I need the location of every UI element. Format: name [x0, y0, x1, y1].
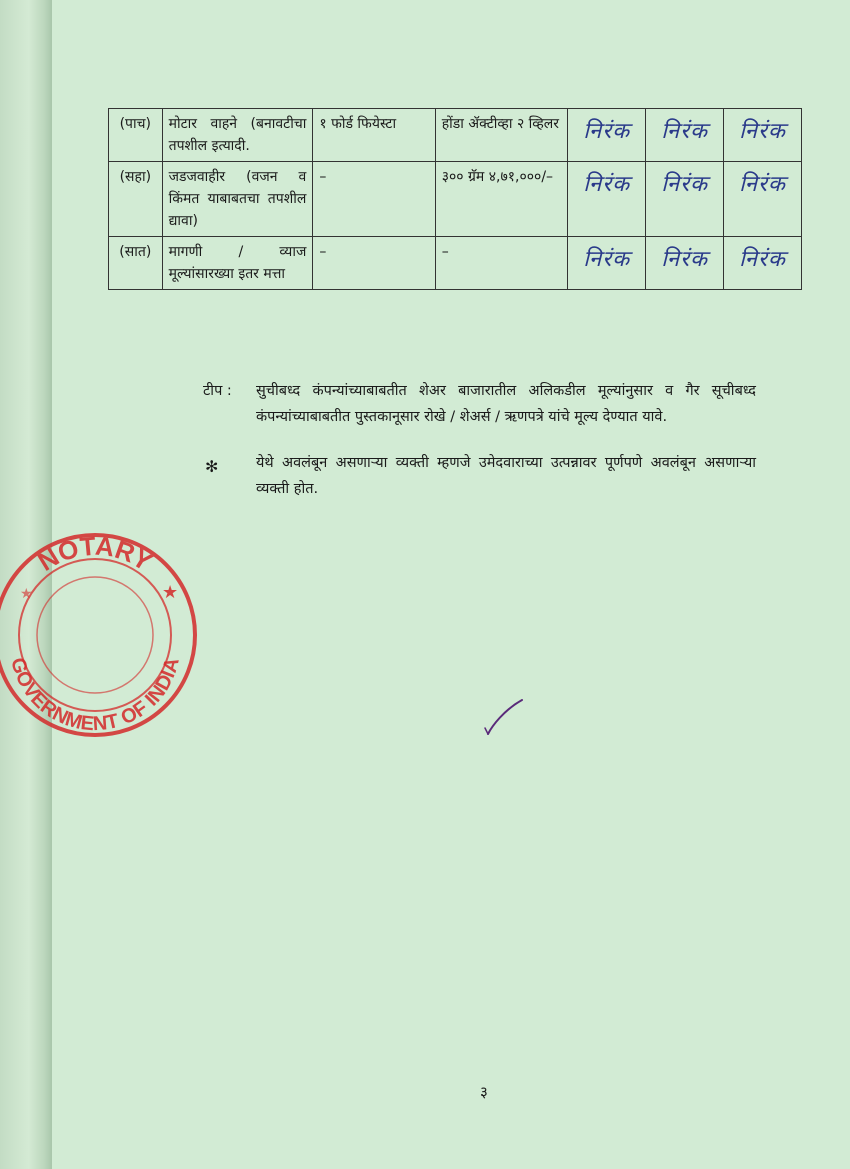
handwritten-nil: निरंक	[583, 172, 631, 197]
row-number: (पाच)	[109, 109, 163, 162]
dependent-2-value	[646, 162, 724, 237]
applicant-value: १ फोर्ड फियेस्टा	[313, 109, 435, 162]
dependent-2-value	[646, 237, 724, 290]
table-row	[109, 162, 802, 237]
svg-text:GOVERNMENT OF INDIA	[6, 655, 184, 735]
dependent-1-value	[568, 237, 646, 290]
table-row	[109, 237, 802, 290]
tip-text: सुचीबध्द कंपन्यांच्याबाबतीत शेअर बाजारातील अलिकडील मूल्यांनुसार व गैर सूचीबध्द कंपन्यांच्याबाबतीत पुस्तकानूसार रोखे / शेअर्स / ऋणपत्रे यांचे मूल्य देण्यात यावे.	[256, 383, 756, 425]
svg-text:★: ★	[20, 586, 33, 602]
page-number: ३	[480, 1083, 488, 1101]
stamp-bottom-text: GOVERNMENT OF INDIA	[6, 655, 184, 736]
asterisk-icon: ✻	[205, 457, 219, 476]
handwritten-nil: निरंक	[583, 119, 631, 144]
dependent-1-value	[568, 109, 646, 162]
table-row	[109, 109, 802, 162]
dependent-3-value	[724, 109, 802, 162]
pen-mark-icon	[482, 696, 526, 740]
tip-label: टीप :	[203, 383, 232, 399]
row-description: मागणी / व्याज मूल्यांसारख्या इतर मत्ता	[162, 237, 313, 290]
dependent-3-value	[724, 162, 802, 237]
handwritten-nil: निरंक	[583, 247, 631, 272]
row-number: (सात)	[109, 237, 163, 290]
dependent-2-value	[646, 109, 724, 162]
row-number: (सहा)	[109, 162, 163, 237]
notary-stamp-icon	[0, 520, 200, 750]
row-description: मोटार वाहने (बनावटीचा तपशील इत्यादी.	[162, 109, 313, 162]
dependent-3-value	[724, 237, 802, 290]
footnote-text: येथे अवलंबून असणाऱ्या व्यक्ती म्हणजे उमेदवाराच्या उत्पन्नावर पूर्णपणे अवलंबून असणाऱ्या व्यक्ती होत.	[256, 455, 756, 497]
applicant-value: –	[313, 237, 435, 290]
svg-text:★: ★	[162, 582, 179, 603]
dependent-1-value	[568, 162, 646, 237]
svg-text:NOTARY	[33, 531, 158, 577]
handwritten-nil: निरंक	[661, 247, 708, 272]
assets-table	[108, 108, 802, 290]
handwritten-nil: निरंक	[739, 172, 786, 197]
spouse-value: होंडा ॲक्टीव्हा २ व्हिलर	[435, 109, 568, 162]
handwritten-nil: निरंक	[661, 119, 708, 144]
row-description: जडजवाहीर (वजन व किंमत याबाबतचा तपशील द्यावा)	[162, 162, 313, 237]
spouse-value: –	[435, 237, 568, 290]
handwritten-nil: निरंक	[739, 119, 786, 144]
applicant-value: –	[313, 162, 435, 237]
handwritten-nil: निरंक	[661, 172, 708, 197]
stamp-top-text: NOTARY	[32, 530, 158, 577]
spouse-value: ३०० ग्रॅम ४,७१,०००/–	[435, 162, 568, 237]
handwritten-nil: निरंक	[739, 247, 786, 272]
